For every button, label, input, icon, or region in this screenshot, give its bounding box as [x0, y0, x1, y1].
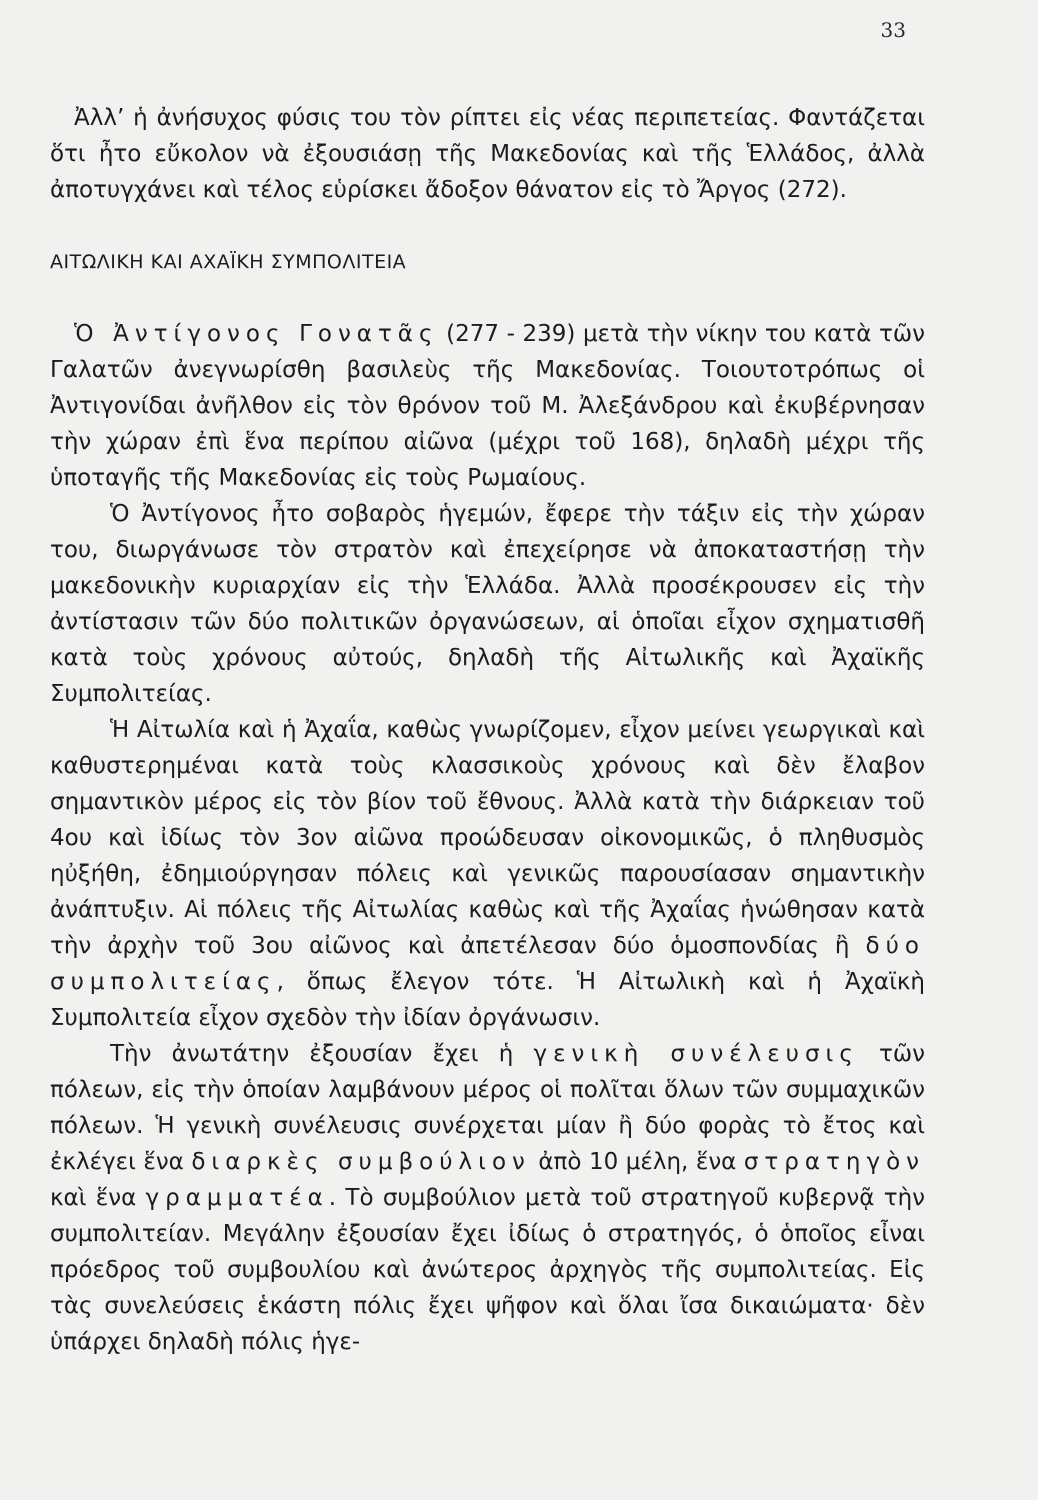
paragraph-text: τῶν πόλεων, εἰς τὴν ὁποίαν λαμβάνουν μέρος οἱ πολῖται ὅλων τῶν συμμαχικῶν πόλεων. Ἡ γενικὴ συνέλευσις συνέρχεται μίαν ἢ δύο φορὰς τὸ ἔτος καὶ ἐκλέγει ἕνα	[50, 1041, 925, 1175]
paragraph-aetolia-achaea	[50, 712, 925, 1036]
emphasized-term: γραμματέα	[145, 1185, 329, 1211]
paragraph-text: . Τὸ συμβούλιον μετὰ τοῦ στρατηγοῦ κυβερνᾷ τὴν συμπολιτείαν. Μεγάλην ἐξουσίαν ἔχει ἰδίως ὁ στρατηγός, ὁ ὁποῖος εἶναι πρόεδρος τοῦ συμβουλίου καὶ ἀνώτερος ἀρχηγὸς τῆς συμπολιτείας. Εἰς τὰς συνελεύσεις ἑκάστη πόλις ἔχει ψῆφον καὶ ὅλαι ἴσα δικαιώματα· δὲν ὑπάρχει δηλαδὴ πόλις ἡγε-	[50, 1185, 925, 1355]
emphasized-term: γενικὴ συνέλευσις	[533, 1041, 859, 1067]
section-heading: ΑΙΤΩΛΙΚΗ ΚΑΙ ΑΧΑΪΚΗ ΣΥΜΠΟΛΙΤΕΙΑ	[50, 251, 407, 273]
paragraph-text: Ἡ Αἰτωλία καὶ ἡ Ἀχαΐα, καθὼς γνωρίζομεν, εἶχον μείνει γεωργικαὶ καὶ καθυστερημέναι κατὰ τοὺς κλασσικοὺς χρόνους καὶ δὲν ἔλαβον σημαντικὸν μέρος εἰς τὸν βίον τοῦ ἔθνους. Ἀλλὰ κατὰ τὴν διάρκειαν τοῦ 4ου καὶ ἰδίως τὸν 3ον αἰῶνα προώδευσαν οἰκονομικῶς, ὁ πληθυσμὸς ηὐξήθη, ἐδημιούργησαν πόλεις καὶ γενικῶς παρουσίασαν σημαντικὴν ἀνάπτυξιν. Αἱ πόλεις τῆς Αἰτωλίας καθὼς καὶ τῆς Ἀχαΐας ἡνώθησαν κατὰ τὴν ἀρχὴν τοῦ 3ου αἰῶνος καὶ ἀπετέλεσαν δύο ὁμοσπονδίας ἢ	[50, 717, 925, 959]
emphasized-term: διαρκὲς συμβούλιον	[191, 1149, 531, 1175]
paragraph-text: , ὅπως ἔλεγον τότε. Ἡ Αἰτωλικὴ καὶ ἡ Ἀχαϊκὴ Συμπολιτεία εἶχον σχεδὸν τὴν ἰδίαν ὀργάνωσιν.	[50, 969, 925, 1031]
emphasized-term: δύο συμπολιτείας	[50, 933, 925, 995]
paragraph-antigonus-gonatas	[50, 316, 925, 496]
paragraph-assembly	[50, 1036, 925, 1360]
paragraph-text: Τὴν ἀνωτάτην ἐξουσίαν ἔχει ἡ	[110, 1041, 534, 1067]
paragraph-text: (277 - 239) μετὰ τὴν νίκην του κατὰ τῶν Γαλατῶν ἀνεγνωρίσθη βασιλεὺς τῆς Μακεδονίας. Τοιουτοτρόπως οἱ Ἀντιγονίδαι ἀνῆλθον εἰς τὸν θρόνον τοῦ Μ. Ἀλεξάνδρου καὶ ἐκυβέρνησαν τὴν χώραν ἐπὶ ἕνα περίπου αἰῶνα (μέχρι τοῦ 168), δηλαδὴ μέχρι τῆς ὑποταγῆς τῆς Μακεδονίας εἰς τοὺς Ρωμαίους.	[50, 321, 925, 491]
emphasized-name: Ὁ Ἀντίγονος Γονατᾶς	[74, 321, 439, 347]
paragraph-text: ἀπὸ 10 μέλη, ἕνα	[530, 1149, 744, 1175]
emphasized-term: στρατηγὸν	[743, 1149, 925, 1175]
paragraph-pyrrhus-end: Ἀλλ’ ἡ ἀνήσυχος φύσις του τὸν ρίπτει εἰς νέας περιπετείας. Φαντάζεται ὅτι ἦτο εὔκολον νὰ ἐξουσιάσῃ τῆς Μακεδονίας καὶ τῆς Ἑλλάδος, ἀλλὰ ἀποτυγχάνει καὶ τέλος εὑρίσκει ἄδοξον θάνατον εἰς τὸ Ἄργος (272).	[50, 105, 925, 203]
page-number: 33	[880, 18, 906, 42]
paragraph-text: καὶ ἕνα	[50, 1185, 146, 1211]
body-text	[50, 100, 925, 1360]
paragraph-antigonus-rule: Ὁ Ἀντίγονος ἦτο σοβαρὸς ἡγεμών, ἔφερε τὴν τάξιν εἰς τὴν χώραν του, διωργάνωσε τὸν στρατὸν καὶ ἐπεχείρησε νὰ ἀποκαταστήσῃ τὴν μακεδονικὴν κυριαρχίαν εἰς τὴν Ἑλλάδα. Ἀλλὰ προσέκρουσεν εἰς τὴν ἀντίστασιν τῶν δύο πολιτικῶν ὀργανώσεων, αἱ ὁποῖαι εἶχον σχηματισθῆ κατὰ τοὺς χρόνους αὐτούς, δηλαδὴ τῆς Αἰτωλικῆς καὶ Ἀχαϊκῆς Συμπολιτείας.	[50, 501, 925, 707]
